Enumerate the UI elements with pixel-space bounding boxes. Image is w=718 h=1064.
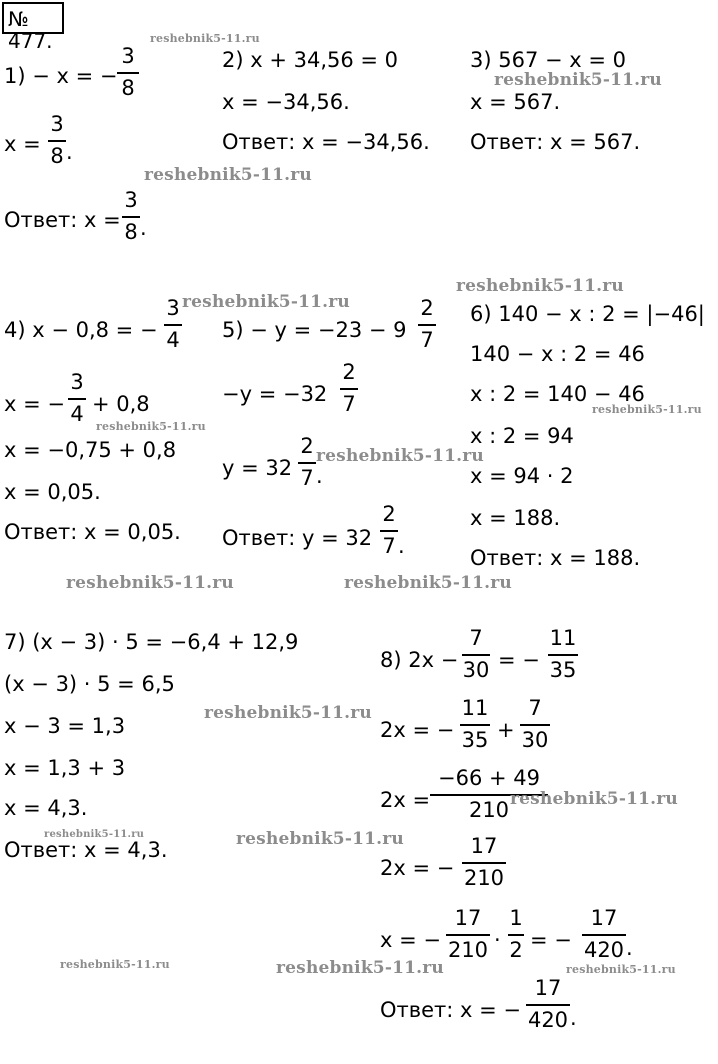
denominator: 30: [521, 728, 549, 752]
denominator: 7: [342, 392, 356, 416]
numerator: 11: [461, 696, 489, 720]
p8-fraction-10: [526, 976, 570, 1032]
p5-fraction-2: [340, 360, 358, 416]
p1-fraction-1: [117, 44, 139, 100]
watermark: reshebnik5-11.ru: [144, 165, 312, 185]
numerator: −66 + 49: [438, 766, 540, 790]
watermark: reshebnik5-11.ru: [566, 963, 676, 976]
fraction-bar: [582, 934, 626, 936]
problem-number-box: [2, 2, 64, 53]
p2-line-2: x = −34,56.: [222, 90, 350, 114]
p3-line-3: Ответ: x = 567.: [470, 130, 641, 154]
p4-line-4: x = 0,05.: [4, 480, 101, 504]
fraction-bar: [526, 1004, 570, 1006]
fraction-bar: [548, 654, 578, 656]
p2-line-1: 2) x + 34,56 = 0: [222, 48, 399, 72]
denominator: 4: [166, 328, 180, 352]
numerator: 17: [470, 834, 498, 858]
p8-line-6-end: .: [570, 1006, 577, 1030]
p8-fraction-1: [462, 626, 490, 682]
p1-fraction-2: [48, 112, 66, 168]
watermark: reshebnik5-11.ru: [60, 958, 170, 971]
numerator: 7: [469, 626, 483, 650]
p8-fraction-2: [548, 626, 578, 682]
p8-line-5-end: .: [626, 936, 633, 960]
watermark: reshebnik5-11.ru: [494, 70, 662, 90]
fraction-bar: [520, 724, 550, 726]
p1-line-3-end: .: [140, 216, 147, 240]
numerator: 2: [300, 434, 314, 458]
p5-line-3-end: .: [316, 464, 323, 488]
p8-line-2a: 2x = −: [380, 718, 455, 742]
p1-fraction-3: [122, 188, 140, 244]
numerator: 17: [454, 906, 482, 930]
denominator: 8: [124, 220, 138, 244]
p1-line-1: 1) − x = −: [4, 64, 118, 88]
p7-line-5: x = 4,3.: [4, 796, 88, 820]
p7-line-1: 7) (x − 3) · 5 = −6,4 + 12,9: [4, 630, 299, 654]
denominator: 210: [447, 938, 489, 962]
p8-fraction-7: [446, 906, 490, 962]
watermark: reshebnik5-11.ru: [592, 403, 702, 416]
p7-line-3: x − 3 = 1,3: [4, 714, 126, 738]
numerator: 3: [166, 296, 180, 320]
fraction-bar: [460, 724, 490, 726]
denominator: 35: [549, 658, 577, 682]
p8-line-5c: = −: [530, 928, 572, 952]
watermark: reshebnik5-11.ru: [276, 958, 444, 978]
p5-line-1: 5) − y = −23 − 9: [222, 318, 407, 342]
p5-fraction-4: [380, 502, 398, 558]
p4-fraction-2: [68, 370, 86, 426]
fraction-bar: [68, 398, 86, 400]
fraction-bar: [380, 530, 398, 532]
p2-line-3: Ответ: x = −34,56.: [222, 130, 430, 154]
p4-line-2-end: + 0,8: [92, 392, 150, 416]
denominator: 8: [121, 76, 135, 100]
p4-line-1: 4) x − 0,8 = −: [4, 318, 158, 342]
fraction-bar: [298, 462, 316, 464]
denominator: 420: [527, 1008, 569, 1032]
fraction-bar: [117, 72, 139, 74]
watermark: reshebnik5-11.ru: [204, 703, 372, 723]
p8-fraction-9: [582, 906, 626, 962]
p4-line-5: Ответ: x = 0,05.: [4, 520, 181, 544]
p7-line-6: Ответ: x = 4,3.: [4, 838, 168, 862]
denominator: 30: [462, 658, 490, 682]
denominator: 8: [50, 144, 64, 168]
fraction-bar: [418, 324, 436, 326]
p6-line-3: x : 2 = 140 − 46: [470, 382, 645, 406]
numerator: 2: [420, 296, 434, 320]
watermark: reshebnik5-11.ru: [344, 573, 512, 593]
p8-fraction-4: [520, 696, 550, 752]
p3-line-2: x = 567.: [470, 90, 561, 114]
p5-line-4-end: .: [398, 534, 405, 558]
numerator: 17: [534, 976, 562, 1000]
p4-fraction-1: [164, 296, 182, 352]
denominator: 210: [463, 866, 505, 890]
watermark: reshebnik5-11.ru: [150, 32, 260, 45]
fraction-bar: [446, 934, 490, 936]
p7-line-2: (x − 3) · 5 = 6,5: [4, 672, 175, 696]
numerator: 1: [509, 906, 523, 930]
p8-line-5b: ·: [494, 928, 501, 952]
p8-line-2b: +: [497, 718, 515, 742]
p5-fraction-1: [418, 296, 436, 352]
numerator: 3: [124, 188, 138, 212]
p5-fraction-3: [298, 434, 316, 490]
watermark: reshebnik5-11.ru: [182, 292, 350, 312]
watermark: reshebnik5-11.ru: [316, 446, 484, 466]
numerator: 3: [50, 112, 64, 136]
p6-line-2: 140 − x : 2 = 46: [470, 342, 645, 366]
denominator: 420: [583, 938, 625, 962]
watermark: reshebnik5-11.ru: [96, 420, 206, 433]
p8-line-4a: 2x = −: [380, 856, 455, 880]
fraction-bar: [164, 324, 182, 326]
denominator: 4: [70, 402, 84, 426]
fraction-bar: [48, 140, 66, 142]
p8-line-5a: x = −: [380, 928, 441, 952]
p6-line-5: x = 94 · 2: [470, 464, 574, 488]
p5-line-2: −y = −32: [222, 382, 328, 406]
denominator: 35: [461, 728, 489, 752]
p8-line-1a: 8) 2x −: [380, 648, 459, 672]
p7-line-4: x = 1,3 + 3: [4, 756, 126, 780]
watermark: reshebnik5-11.ru: [44, 829, 145, 840]
p8-fraction-8: [508, 906, 524, 962]
p8-line-6a: Ответ: x = −: [380, 998, 522, 1022]
watermark: reshebnik5-11.ru: [456, 276, 624, 296]
p8-line-1b: = −: [498, 648, 540, 672]
fraction-bar: [462, 862, 506, 864]
numerator: 3: [70, 370, 84, 394]
p5-line-4: Ответ: y = 32: [222, 526, 373, 550]
p1-line-3: Ответ: x =: [4, 208, 121, 232]
p4-line-3: x = −0,75 + 0,8: [4, 438, 177, 462]
numerator: 2: [382, 502, 396, 526]
p6-line-4: x : 2 = 94: [470, 424, 574, 448]
p6-line-1: 6) 140 − x : 2 = |−46|: [470, 302, 705, 326]
p1-line-2-end: .: [66, 140, 73, 164]
fraction-bar: [122, 216, 140, 218]
denominator: 210: [468, 798, 510, 822]
p8-fraction-6: [462, 834, 506, 890]
watermark: reshebnik5-11.ru: [510, 789, 678, 809]
fraction-bar: [462, 654, 490, 656]
numerator: 17: [590, 906, 618, 930]
numerator: 3: [121, 44, 135, 68]
numerator: 11: [549, 626, 577, 650]
watermark: reshebnik5-11.ru: [66, 573, 234, 593]
denominator: 7: [382, 534, 396, 558]
p8-line-3a: 2x =: [380, 788, 431, 812]
watermark: reshebnik5-11.ru: [236, 829, 404, 849]
p3-line-1: 3) 567 − x = 0: [470, 48, 626, 72]
denominator: 7: [300, 466, 314, 490]
p6-line-7: Ответ: x = 188.: [470, 546, 641, 570]
numerator: 7: [528, 696, 542, 720]
p5-line-3: y = 32: [222, 456, 293, 480]
numerator: 2: [342, 360, 356, 384]
p1-line-2: x =: [4, 132, 41, 156]
problem-number: № 477.: [8, 7, 53, 53]
denominator: 7: [420, 328, 434, 352]
p6-line-6: x = 188.: [470, 506, 561, 530]
fraction-bar: [340, 388, 358, 390]
fraction-bar: [508, 934, 524, 936]
denominator: 2: [509, 938, 523, 962]
p8-fraction-3: [460, 696, 490, 752]
p4-line-2: x = −: [4, 392, 65, 416]
